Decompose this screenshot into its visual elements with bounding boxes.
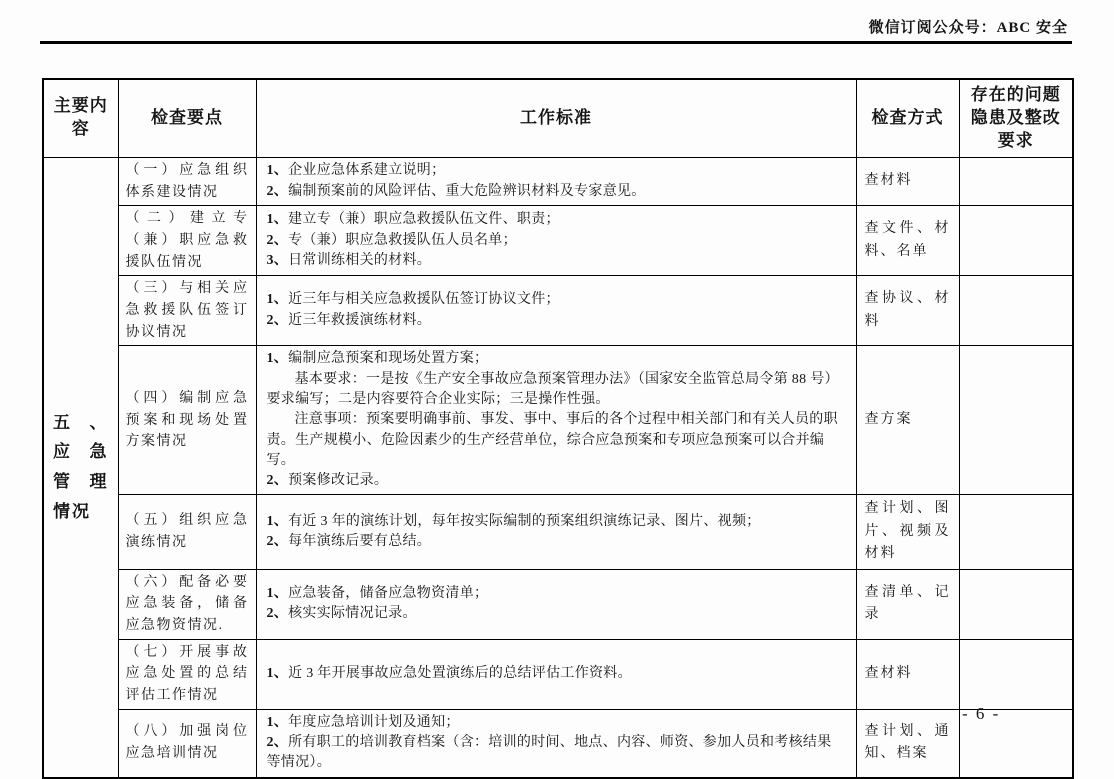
column-header-3: 工作标准 (256, 79, 856, 157)
standard-line: 1、有近 3 年的演练计划，每年按实际编制的预案组织演练记录、图片、视频； (266, 513, 761, 529)
table-header-row (43, 79, 1073, 157)
standard-line: 1、企业应急体系建立说明； (266, 163, 446, 179)
issues-cell (959, 639, 1073, 709)
key-point-cell: （六）配备必要应急装备，储备应急物资情况. (118, 569, 256, 639)
standard-line: 2、编制预案前的风险评估、重大危险辨识材料及专家意见。 (266, 183, 646, 199)
work-standard-cell (256, 346, 856, 495)
check-method-cell: 查清单、记录 (856, 569, 959, 639)
work-standard-cell (256, 709, 856, 777)
key-point-cell: （八）加强岗位应急培训情况 (118, 709, 256, 777)
issues-cell (959, 569, 1073, 639)
table-row (43, 495, 1073, 569)
work-standard-cell (256, 206, 856, 276)
standard-line: 2、预案修改记录。 (266, 473, 389, 489)
work-standard-cell (256, 569, 856, 639)
issues-cell (959, 495, 1073, 569)
key-point-cell: （七）开展事故应急处置的总结评估工作情况 (118, 639, 256, 709)
work-standard-cell (256, 495, 856, 569)
column-header-1: 主要内容 (43, 79, 118, 157)
table-row (43, 639, 1073, 709)
check-method-cell: 查方案 (856, 346, 959, 495)
standard-line: 1、编制应急预案和现场处置方案； (266, 351, 489, 367)
standard-line: 1、近三年与相关应急救援队伍签订协议文件； (266, 292, 560, 308)
standard-line: 2、核实实际情况记录。 (266, 606, 417, 622)
issues-cell (959, 206, 1073, 276)
standard-line: 3、日常训练相关的材料。 (266, 252, 432, 268)
standard-line: 2、专（兼）职应急救援队伍人员名单； (266, 232, 517, 248)
standard-line: 1、近 3 年开展事故应急处置演练后的总结评估工作资料。 (266, 666, 632, 681)
work-standard-cell (256, 157, 856, 205)
column-header-4: 检查方式 (856, 79, 959, 157)
check-method-cell: 查计划、图片、视频及材料 (856, 495, 959, 569)
check-method-cell: 查材料 (856, 157, 959, 205)
key-point-cell: （一）应急组织体系建设情况 (118, 157, 256, 205)
standard-line: 2、所有职工的培训教育档案（含：培训的时间、地点、内容、师资、参加人员和考核结果等情况）。 (266, 734, 832, 771)
inspection-table (42, 78, 1074, 779)
header-rule (40, 41, 1072, 44)
check-method-cell: 查计划、通知、档案 (856, 709, 959, 777)
work-standard-cell (256, 276, 856, 346)
table-row (43, 276, 1073, 346)
main-content-cell: 五、应急管理情况 (43, 157, 118, 777)
issues-cell (959, 276, 1073, 346)
check-method-cell: 查文件、材料、名单 (856, 206, 959, 276)
table-row (43, 569, 1073, 639)
table-row (43, 709, 1073, 777)
page-number: - 6 - (962, 704, 1001, 723)
standard-line: 2、每年演练后要有总结。 (266, 533, 432, 549)
column-header-2: 检查要点 (118, 79, 256, 157)
wechat-account-label: 微信订阅公众号：ABC 安全 (868, 20, 1068, 36)
key-point-cell: （二）建立专（兼）职应急救援队伍情况 (118, 206, 256, 276)
table-row (43, 206, 1073, 276)
table-row (43, 346, 1073, 495)
column-header-5: 存在的问题隐患及整改要求 (959, 79, 1073, 157)
key-point-cell: （五）组织应急演练情况 (118, 495, 256, 569)
table-row (43, 157, 1073, 205)
standard-line: 1、年度应急培训计划及通知； (266, 714, 460, 730)
key-point-cell: （四）编制应急预案和现场处置方案情况 (118, 346, 256, 495)
standard-line: 基本要求：一是按《生产安全事故应急预案管理办法》（国家安全监管总局令第 88 号）要求编写；二是内容要符合企业实际；三是操作性强。 (266, 371, 839, 407)
standard-line: 注意事项：预案要明确事前、事发、事中、事后的各个过程中相关部门和有关人员的职责。生产规模小、危险因素少的生产经营单位，综合应急预案和专项应急预案可以合并编写。 (266, 412, 838, 468)
work-standard-cell (256, 639, 856, 709)
standard-line: 1、应急装备，储备应急物资清单； (266, 585, 489, 601)
key-point-cell: （三）与相关应急救援队伍签订协议情况 (118, 276, 256, 346)
standard-line: 1、建立专（兼）职应急救援队伍文件、职责； (266, 212, 560, 228)
standard-line: 2、近三年救援演练材料。 (266, 312, 432, 328)
check-method-cell: 查材料 (856, 639, 959, 709)
issues-cell (959, 346, 1073, 495)
check-method-cell: 查协议、材料 (856, 276, 959, 346)
issues-cell (959, 157, 1073, 205)
